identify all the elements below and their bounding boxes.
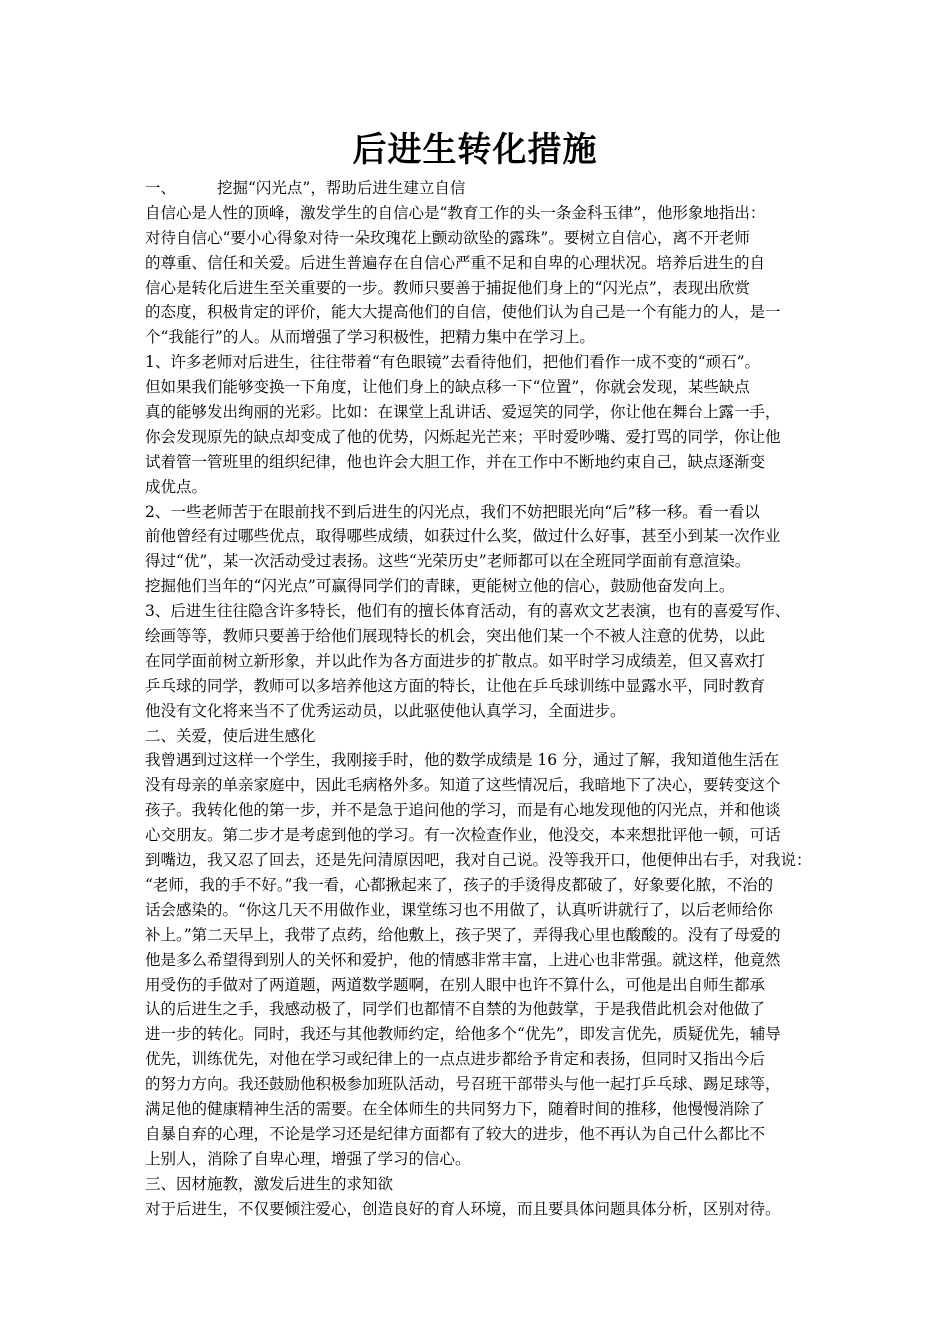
text-line: 自暴自弃的心理，不论是学习还是纪律方面都有了较大的进步，他不再认为自己什么都比不 <box>145 1124 766 1143</box>
text-line: 得过“优”，某一次活动受过表扬。这些“光荣历史”老师都可以在全班同学面前有意渲染。 <box>145 552 751 571</box>
text-line: 的态度，积极肯定的评价，能大大提高他们的自信，使他们认为自己是一个有能力的人，是一 <box>145 303 781 322</box>
text-line: 前他曾经有过哪些优点，取得哪些成绩，如获过什么奖，做过什么好事，甚至小到某一次作业 <box>145 527 781 546</box>
text-line: 乒乓球的同学，教师可以多培养他这方面的特长，让他在乒乓球训练中显露水平，同时教育 <box>145 676 766 695</box>
document-title: 后进生转化措施 <box>352 130 598 170</box>
text-line: 心交朋友。第二步才是考虑到他的学习。有一次检查作业，他没交，本来想批评他一顿，可话 <box>145 826 781 845</box>
text-line: 他没有文化将来当不了优秀运动员，以此驱使他认真学习，全面进步。 <box>145 701 626 720</box>
text-line: 2、一些老师苦于在眼前找不到后进生的闪光点，我们不妨把眼光向“后”移一移。看一看以 <box>145 502 760 521</box>
text-line: 用受伤的手做对了两道题，两道数学题啊，在别人眼中也许不算什么，可他是出自师生都承 <box>145 975 766 994</box>
text-line: 他是多么希望得到别人的关怀和爱护，他的情感非常丰富，上进心也非常强。就这样，他竟然 <box>145 950 781 969</box>
text-line: 满足他的健康精神生活的需要。在全体师生的共同努力下，随着时间的推移，他慢慢消除了 <box>145 1099 766 1118</box>
text-line: 自信心是人性的顶峰，激发学生的自信心是“教育工作的头一条金科玉律”，他形象地指出： <box>145 203 766 222</box>
text-line: 绘画等等，教师只要善于给他们展现特长的机会，突出他们某一个不被人注意的优势，以此 <box>145 627 766 646</box>
text-line: 三、因材施教，激发后进生的求知欲 <box>145 1174 394 1193</box>
text-line: 你会发现原先的缺点却变成了他的优势，闪烁起光芒来；平时爱吵嘴、爱打骂的同学，你让他 <box>145 427 781 446</box>
text-line: 对待自信心“要小心得象对待一朵玫瑰花上颤动欲坠的露珠”。要树立自信心，离不开老师 <box>145 228 750 247</box>
text-line: 没有母亲的单亲家庭中，因此毛病格外多。知道了这些情况后，我暗地下了决心，要转变这个 <box>145 776 781 795</box>
text-line: “老师，我的手不好。”我一看，心都揪起来了，孩子的手烫得皮都破了，好象要化脓，不治的 <box>145 875 774 894</box>
paragraph-lines <box>145 201 810 1222</box>
text-line: 对于后进生，不仅要倾注爱心，创造良好的育人环境，而且要具体问题具体分析，区别对待。 <box>145 1199 781 1218</box>
text-line: 孩子。我转化他的第一步，并不是急于追问他的学习，而是有心地发现他的闪光点，并和他谈 <box>145 801 781 820</box>
text-line: 在同学面前树立新形象，并以此作为各方面进步的扩散点。如平时学习成绩差，但又喜欢打 <box>145 651 766 670</box>
section-number: 一、 <box>145 179 177 197</box>
section-title: 挖掘“闪光点”，帮助后进生建立自信 <box>217 179 466 197</box>
text-line: 优先，训练优先，对他在学习或纪律上的一点点进步都给予肯定和表扬，但同时又指出今后 <box>145 1050 766 1069</box>
text-line: 成优点。 <box>145 477 208 496</box>
text-line: 上别人，消除了自卑心理，增强了学习的信心。 <box>145 1149 471 1168</box>
text-line: 试着管一管班里的组织纪律，他也许会大胆工作，并在工作中不断地约束自己，缺点逐渐变 <box>145 452 766 471</box>
text-line: 进一步的转化。同时，我还与其他教师约定，给他多个“优先”，即发言优先，质疑优先，辅导 <box>145 1025 781 1044</box>
section-heading-1 <box>145 176 810 201</box>
text-line: 个“我能行”的人。从而增强了学习积极性，把精力集中在学习上。 <box>145 328 595 347</box>
document-body <box>145 176 810 1221</box>
text-line: 的努力方向。我还鼓励他积极参加班队活动，号召班干部带头与他一起打乒乓球、踢足球等， <box>145 1075 781 1094</box>
text-line: 我曾遇到过这样一个学生，我刚接手时，他的数学成绩是 16 分，通过了解，我知道他生活在 <box>145 751 780 770</box>
text-line: 1、许多老师对后进生，往往带着“有色眼镜”去看待他们，把他们看作一成不变的“顽石”。 <box>145 353 761 372</box>
text-line: 的尊重、信任和关爱。后进生普遍存在自信心严重不足和自卑的心理状况。培养后进生的自 <box>145 253 766 272</box>
text-line: 认的后进生之手，我感动极了，同学们也都情不自禁的为他鼓掌，于是我借此机会对他做了 <box>145 1000 766 1019</box>
text-line: 补上。”第二天早上，我带了点药，给他敷上，孩子哭了，弄得我心里也酸酸的。没有了母爱的 <box>145 925 781 944</box>
text-line: 3、后进生往往隐含许多特长，他们有的擅长体育活动，有的喜欢文艺表演，也有的喜爱写作、 <box>145 602 791 621</box>
text-line: 二、关爱，使后进生感化 <box>145 726 316 745</box>
text-line: 真的能够发出绚丽的光彩。比如：在课堂上乱讲话、爱逗笑的同学，你让他在舞台上露一手， <box>145 403 781 422</box>
text-line: 信心是转化后进生至关重要的一步。教师只要善于捕捉他们身上的“闪光点”，表现出欣赏 <box>145 278 750 297</box>
text-line: 挖掘他们当年的“闪光点”可赢得同学们的青睐，更能树立他的信心，鼓励他奋发向上。 <box>145 577 735 596</box>
text-line: 话会感染的。“你这几天不用做作业，课堂练习也不用做了，认真听讲就行了，以后老师给你 <box>145 900 773 919</box>
text-line: 但如果我们能够变换一下角度，让他们身上的缺点移一下“位置”，你就会发现，某些缺点 <box>145 378 750 397</box>
text-line: 到嘴边，我又忍了回去，还是先问清原因吧，我对自己说。没等我开口，他便伸出右手，对我说： <box>145 851 812 870</box>
